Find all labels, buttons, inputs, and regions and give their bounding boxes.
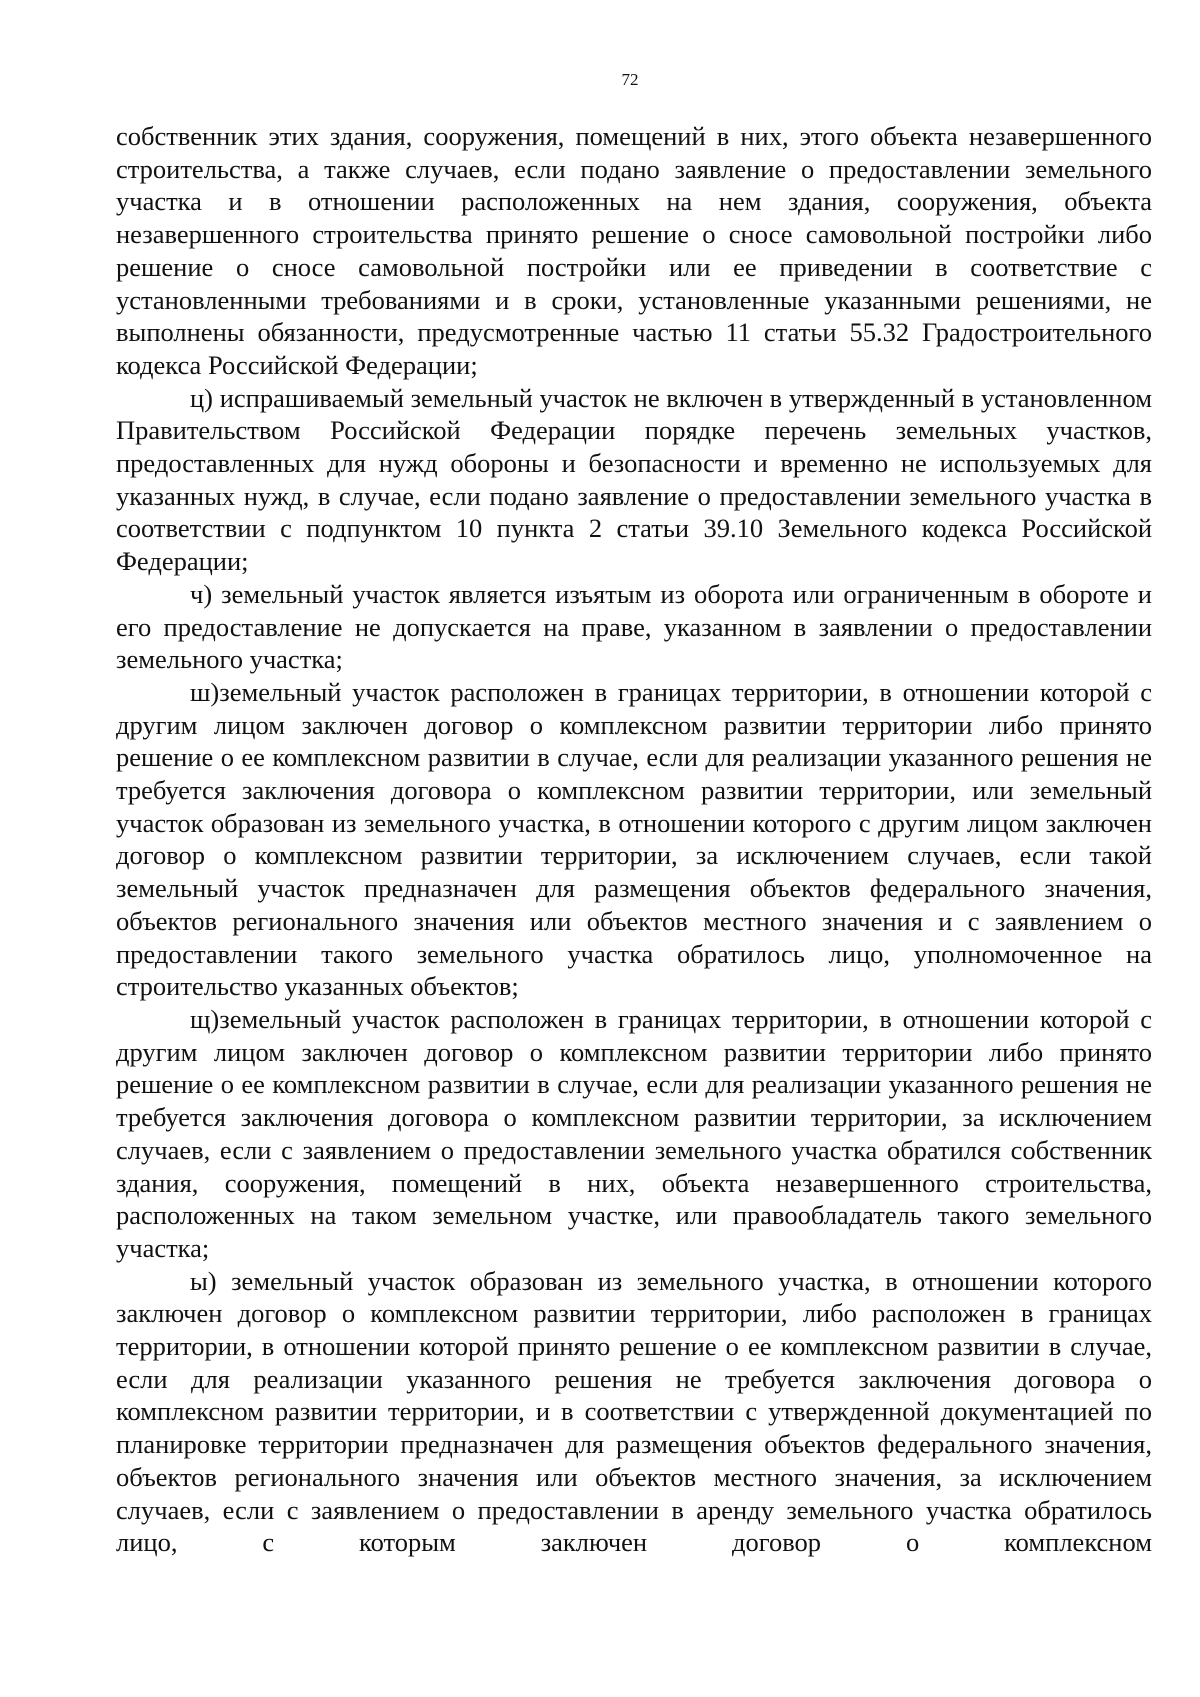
paragraph-text: земельный участок расположен в границах территории, в отношении которой с другим лицом заключен договор о комплексном развитии территории либо принято решение о ее комплексном развитии в случае, если для реализации указанного решения не требуется заключения договора о комплексном развитии территории, за исключением случаев, если с заявлением о предоставлении земельного участка обратился собственник здания, сооружения, помещений в них, объекта незавершенного строительства, расположенных на таком земельном участке, или правообладатель такого земельного участка; [116,1003,1152,1263]
document-body [116,120,1152,1559]
paragraph-item-sh [116,676,1152,1003]
paragraph-marker: ц) [190,382,220,413]
paragraph-item-y [116,1265,1152,1559]
paragraph-text: собственник этих здания, сооружения, помещений в них, этого объекта незавершенного строительства, а также случаев, если подано заявление о предоставлении земельного участка и в отношении расположенных на нем здания, сооружения, объекта незавершенного строительства принято решение о сносе самовольной постройки либо решение о сносе самовольной постройки или ее приведении в соответствие с установленными требованиями и в сроки, установленные указанными решениями, не выполнены обязанности, предусмотренные частью 11 статьи 55.32 Градостроительного кодекса Российской Федерации; [116,121,1152,380]
paragraph-marker: ы) [190,1265,232,1296]
paragraph-text: земельный участок является изъятым из оборота или ограниченным в обороте и его предоставление не допускается на праве, указанном в заявлении о предоставлении земельного участка; [116,578,1152,675]
paragraph-text: испрашиваемый земельный участок не включен в утвержденный в установленном Правительством Российской Федерации порядке перечень земельных участков, предоставленных для нужд обороны и безопасности и временно не используемых для указанных нужд, в случае, если подано заявление о предоставлении земельного участка в соответствии с подпунктом 10 пункта 2 статьи 39.10 Земельного кодекса Российской Федерации; [116,382,1152,577]
paragraph-text: земельный участок образован из земельного участка, в отношении которого заключен договор о комплексном развитии территории, либо расположен в границах территории, в отношении которой принято решение о ее комплексном развитии в случае, если для реализации указанного решения не требуется заключения договора о комплексном развитии территории, и в соответствии с утвержденной документацией по планировке территории предназначен для размещения объектов федерального значения, объектов регионального значения или объектов местного значения, за исключением случаев, если с заявлением о предоставлении в аренду земельного участка обратилось лицо, с которым заключен договор о комплексном [116,1265,1152,1558]
paragraph-continuation [116,120,1152,382]
paragraph-item-ts [116,382,1152,578]
paragraph-item-shch [116,1003,1152,1265]
paragraph-item-ch [116,578,1152,676]
paragraph-marker: щ) [190,1003,220,1034]
paragraph-text: земельный участок расположен в границах территории, в отношении которой с другим лицом заключен договор о комплексном развитии территории либо принято решение о ее комплексном развитии в случае, если для реализации указанного решения не требуется заключения договора о комплексном развитии территории, или земельный участок образован из земельного участка, в отношении которого с другим лицом заключен договор о комплексном развитии территории, за исключением случаев, если такой земельный участок предназначен для размещения объектов федерального значения, объектов регионального значения или объектов местного значения и с заявлением о предоставлении такого земельного участка обратилось лицо, уполномоченное на строительство указанных объектов; [116,676,1152,1002]
paragraph-marker: ш) [190,676,220,707]
page-number: 72 [621,70,639,89]
paragraph-marker: ч) [190,578,222,609]
